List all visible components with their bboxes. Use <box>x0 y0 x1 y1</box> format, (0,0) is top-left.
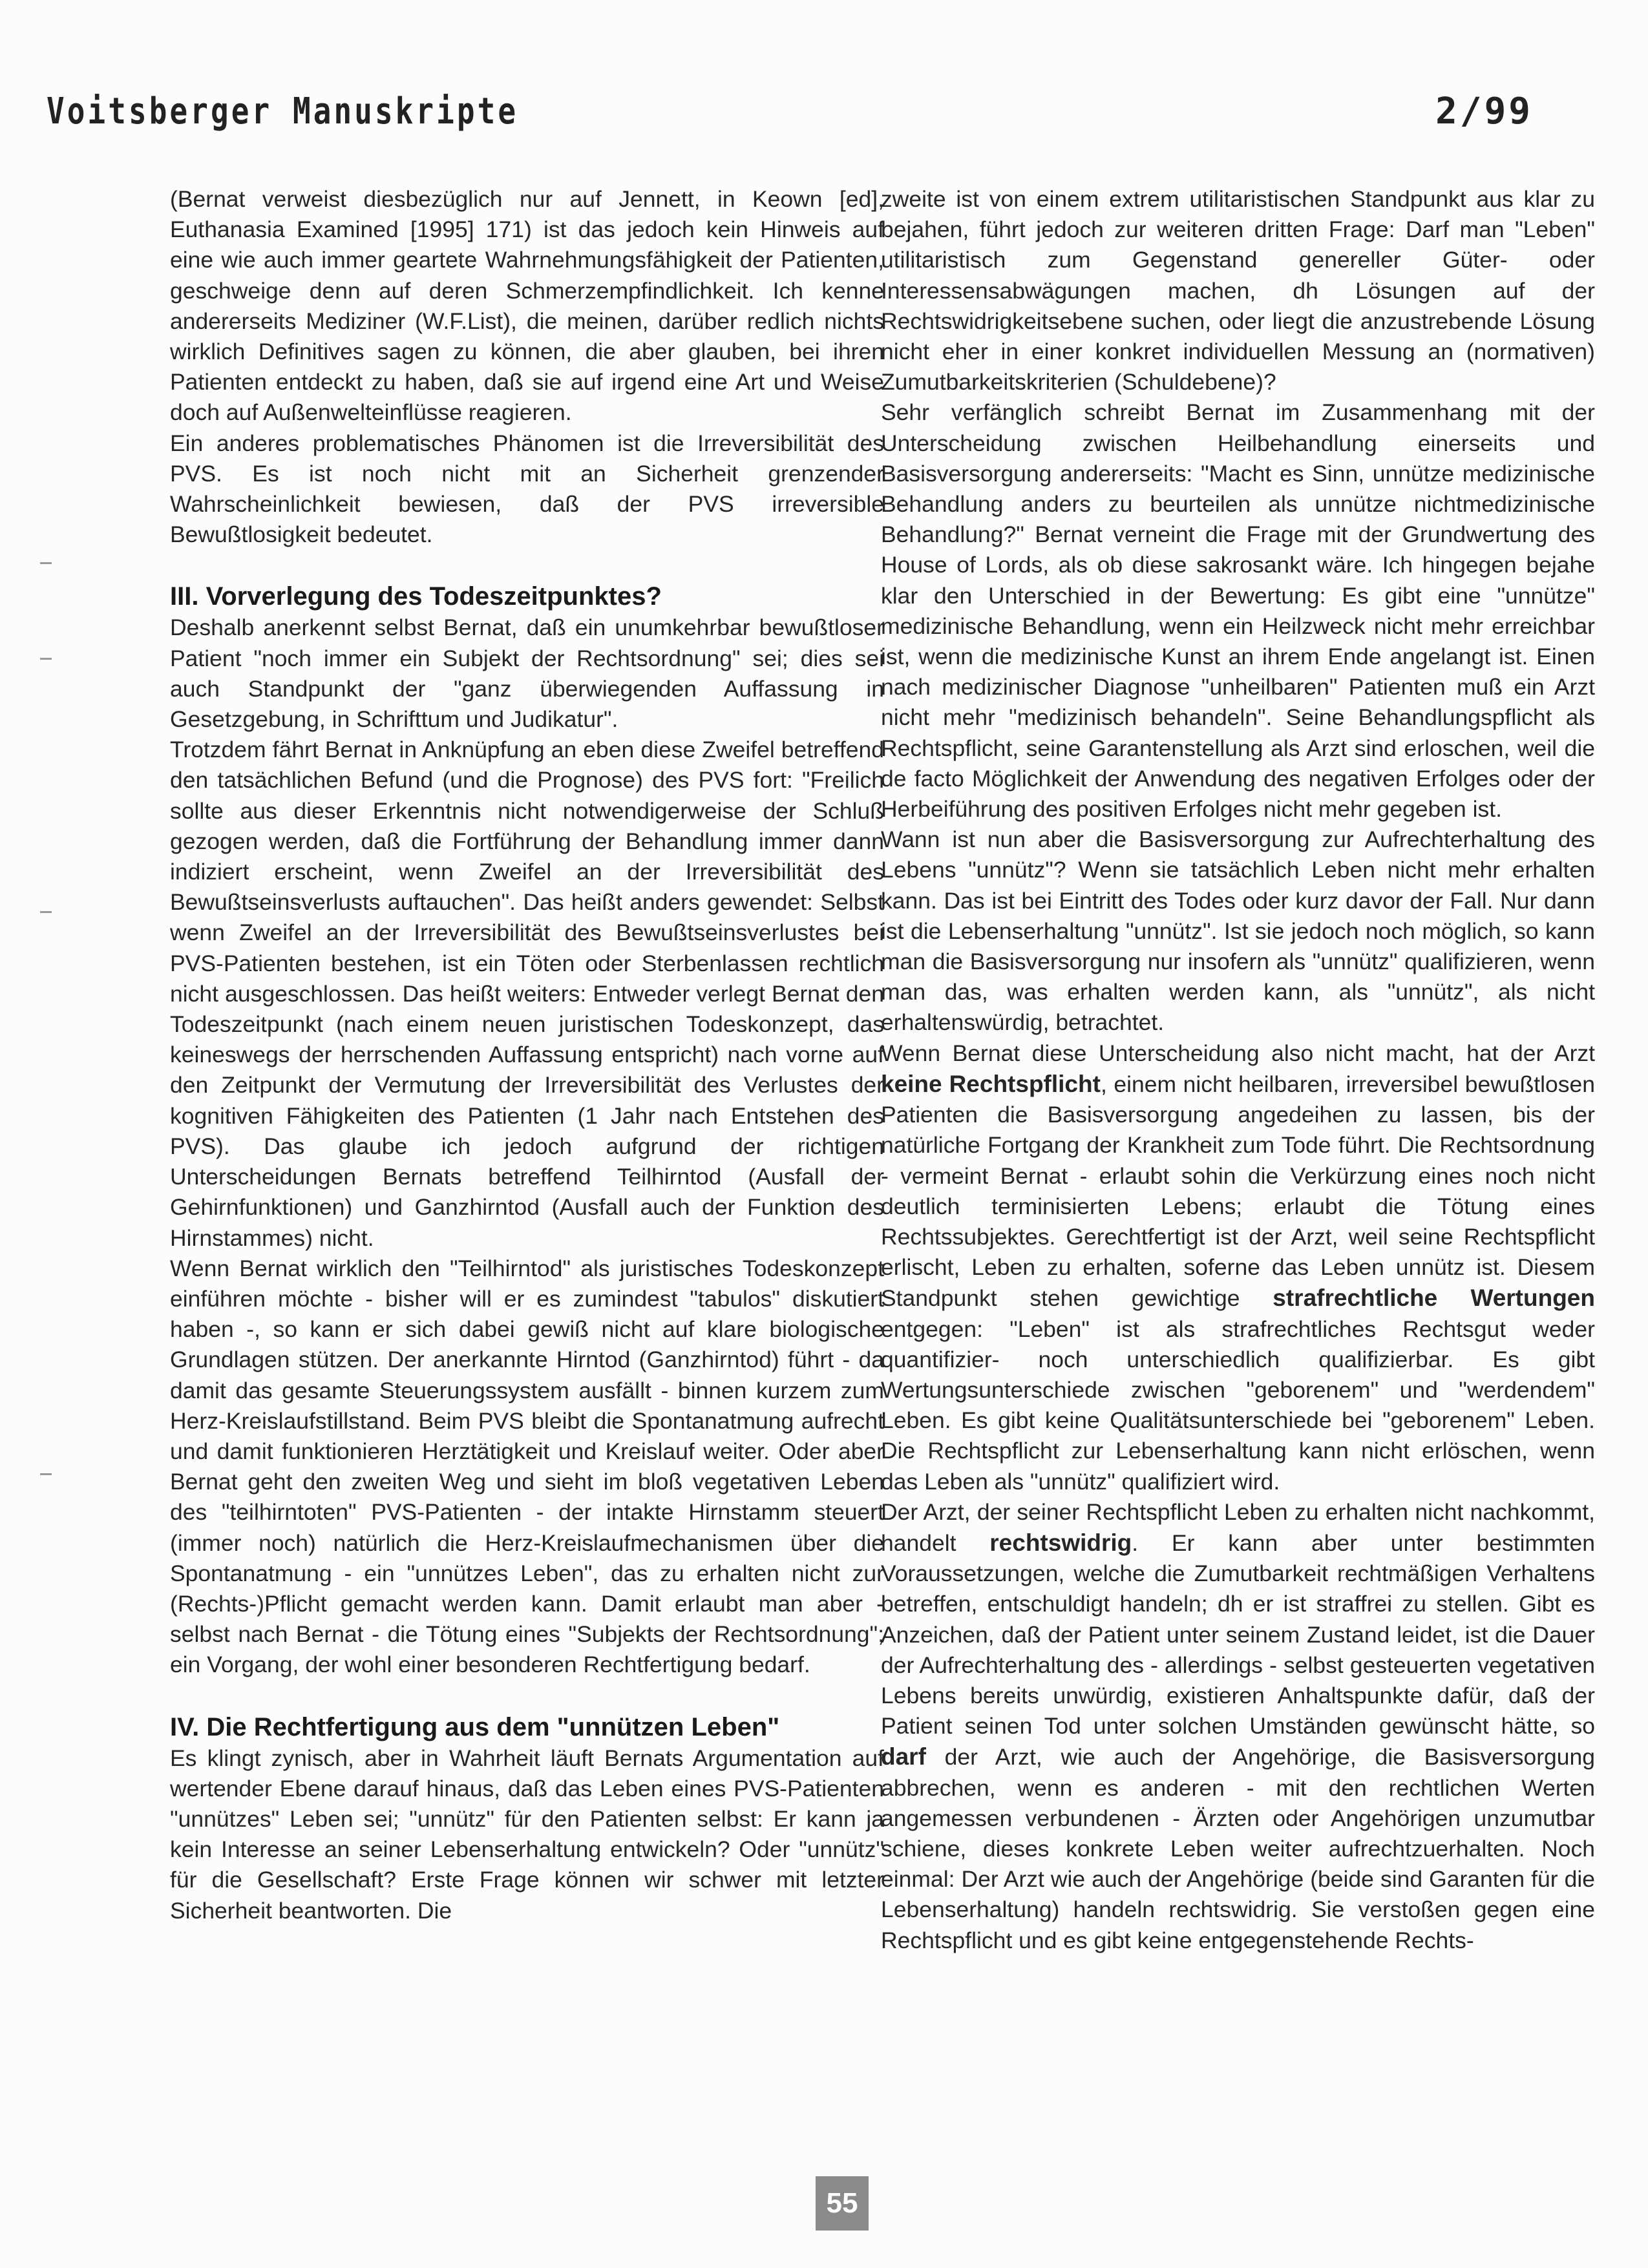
running-header <box>47 90 1533 142</box>
scan-edge-mark <box>40 562 52 564</box>
emphasis: rechtswidrig <box>989 1529 1132 1556</box>
text-run: entgegen: "Leben" ist als strafrechtliches Rechtsgut weder quantifizier- noch unterschiedlich qualifizierbar. Es gibt Wertungsunterschiede zwischen "geborenem" und "werdendem" Leben. Es gibt keine Qualitätsunterschiede bei "geborenem" Leben. Die Rechtspflicht zur Lebenserhaltung kann nicht erlöschen, wenn das Leben als "unnütz" qualifiziert wird. <box>881 1316 1595 1495</box>
section-heading: IV. Die Rechtfertigung aus dem "unnützen Leben" <box>170 1712 780 1741</box>
emphasis: darf <box>881 1743 926 1770</box>
scan-edge-mark <box>40 1473 52 1475</box>
paragraph: Ein anderes problematisches Phänomen ist die Irreversibilität des PVS. Es ist noch nicht mit an Sicherheit grenzender Wahrscheinlichkeit bewiesen, daß der PVS irreversible Bewußtlosigkeit bedeutet. <box>170 430 884 548</box>
page-number: 55 <box>816 2176 869 2231</box>
paragraph <box>881 1038 1595 1497</box>
paragraph: Es klingt zynisch, aber in Wahrheit läuft Bernats Argumentation auf wertender Ebene darauf hinaus, daß das Leben eines PVS-Patienten "unnützes" Leben sei; "unnütz" für den Patienten selbst: Er kann ja kein Interesse an seiner Lebenserhaltung entwickeln? Oder "unnütz" für die Gesellschaft? Erste Frage können wir schwer mit letzter Sicherheit beantworten. Die <box>170 1745 884 1924</box>
paragraph: zweite ist von einem extrem utilitaristischen Standpunkt aus klar zu bejahen, führt jedoch zur weiteren dritten Frage: Darf man "Leben" utilitaristisch zum Gegenstand genereller Güter- oder Interessensabwägungen machen, dh Lösungen auf der Rechtswidrigkeitsebene suchen, oder liegt die anzustrebende Lösung nicht eher in einer konkret individuellen Messung an (normativen) Zumutbarkeitskriterien (Schuldebene)? <box>881 186 1595 395</box>
paragraph: Sehr verfänglich schreibt Bernat im Zusammenhang mit der Unterscheidung zwischen Heilbehandlung einerseits und Basisversorgung andererseits: "Macht es Sinn, unnütze medizinische Behandlung anders zu beurteilen als unnütze nichtmedizinische Behandlung?" Bernat verneint die Frage mit der Grundwertung des House of Lords, als ob diese sakrosankt wäre. Ich hingegen bejahe klar den Unterschied in der Bewertung: Es gibt eine "unnütze" medizinische Behandlung, wenn ein Heilzweck nicht mehr erreichbar ist, wenn die medizinische Kunst an ihrem Ende angelangt ist. Einen nach medizinischer Diagnose "unheilbaren" Patienten muß ein Arzt nicht mehr "medizinisch behandeln". Seine Behandlungspflicht als Rechtspflicht, seine Garantenstellung als Arzt sind erloschen, weil die de facto Möglichkeit der Anwendung des negativen Erfolges oder der Herbeiführung des positiven Erfolges nicht mehr gegeben ist. <box>881 399 1595 823</box>
paragraph <box>881 1497 1595 1956</box>
right-column <box>881 184 1595 1956</box>
section-heading: III. Vorverlegung des Todeszeitpunktes? <box>170 582 662 611</box>
paragraph: Wenn Bernat wirklich den "Teilhirntod" als juristisches Todeskonzept einführen möchte - bisher will er es zumindest "tabulos" diskutiert haben -, so kann er sich dabei gewiß nicht auf klare biologische Grundlagen stützen. Der anerkannte Hirntod (Ganzhirntod) führt - da damit das gesamte Steuerungssystem ausfällt - binnen kurzem zum Herz-Kreislaufstillstand. Beim PVS bleibt die Spontanatmung aufrecht und damit funktionieren Herztätigkeit und Kreislauf weiter. Oder aber Bernat geht den zweiten Weg und sieht im bloß vegetativen Leben des "teilhirntoten" PVS-Patienten - der intakte Hirnstamm steuert (immer noch) natürlich die Herz-Kreislaufmechanismen über die Spontanatmung - ein "unnützes Leben", das zu erhalten nicht zur (Rechts-)Pflicht gemacht werden kann. Damit erlaubt man aber - selbst nach Bernat - die Tötung eines "Subjekts der Rechtsordnung"; ein Vorgang, der wohl einer besonderen Rechtfertigung bedarf. <box>170 1255 884 1678</box>
scan-edge-mark <box>40 658 52 660</box>
text-run: Wenn Bernat diese Unterscheidung also nicht macht, hat der Arzt <box>881 1040 1595 1066</box>
paragraph: (Bernat verweist diesbezüglich nur auf Jennett, in Keown [ed], Euthanasia Examined [1995] 171) ist das jedoch kein Hinweis auf eine wie auch immer geartete Wahrnehmungsfähigkeit der Patienten, geschweige denn auf deren Schmerzempfindlichkeit. Ich kenne andererseits Mediziner (W.F.List), die meinen, darüber redlich nichts wirklich Definitives sagen zu können, die aber glauben, bei ihren Patienten entdeckt zu haben, daß sie auf irgend eine Art und Weise doch auf Außenwelteinflüsse reagieren. <box>170 186 884 426</box>
text-run: der Arzt, wie auch der Angehörige, die Basisversorgung abbrechen, wenn es anderen - mit den rechtlichen Werten angemessen verbundenen - Ärzten oder Angehörigen unzumutbar schiene, dieses konkrete Leben weiter aufrechtzuerhalten. Noch einmal: Der Arzt wie auch der Angehörige (beide sind Garanten für die Lebenserhaltung) handeln rechtswidrig. Sie verstoßen gegen eine Rechtspflicht und es gibt keine entgegenstehende Rechts- <box>881 1744 1595 1953</box>
issue-number: 2/99 <box>1435 90 1533 132</box>
journal-title: Voitsberger Manuskripte <box>47 90 519 132</box>
text-run: , einem nicht heilbaren, irreversibel bewußtlosen Patienten die Basisversorgung angedeihen zu lassen, bis der natürliche Fortgang der Krankheit zum Tode führt. Die Rechtsordnung - vermeint Bernat - erlaubt sohin die Verkürzung eines noch nicht deutlich terminisierten Lebens; erlaubt die Tötung eines Rechtssubjektes. Gerechtfertigt ist der Arzt, weil seine Rechtspflicht erlischt, Leben zu erhalten, soferne das Leben unnütz ist. Diesem Standpunkt stehen gewichtige <box>881 1071 1595 1312</box>
scan-edge-mark <box>40 911 52 913</box>
emphasis: strafrechtliche Wertungen <box>1273 1285 1595 1312</box>
text-run: . Er kann aber unter bestimmten Voraussetzungen, welche die Zumutbarkeit rechtmäßigen Verhaltens betreffen, entschuldigt handeln; dh er ist straffrei zu stellen. Gibt es Anzeichen, daß der Patient unter seinem Zustand leidet, ist die Dauer der Aufrechterhaltung des - allerdings - selbst gesteuerten vegetativen Lebens bereits unwürdig, existieren Anhaltspunkte dafür, daß der Patient seinen Tod unter solchen Umständen gewünscht hätte, so <box>881 1529 1595 1739</box>
paragraph: Trotzdem fährt Bernat in Anknüpfung an eben diese Zweifel betreffend den tatsächlichen Befund (und die Prognose) des PVS fort: "Freilich sollte aus dieser Erkenntnis nicht notwendigerweise der Schluß gezogen werden, daß die Fortführung der Behandlung immer dann indiziert erscheint, wenn Zweifel an der Irreversibilität des Bewußtseinsverlusts auftauchen". Das heißt anders gewendet: Selbst wenn Zweifel an der Irreversibilität des Bewußtseinsverlustes bei PVS-Patienten bestehen, ist ein Töten oder Sterbenlassen rechtlich nicht ausgeschlossen. Das heißt weiters: Entweder verlegt Bernat den Todeszeitpunkt (nach einem neuen juristischen Todeskonzept, das keineswegs der herrschenden Auffassung entspricht) nach vorne auf den Zeitpunkt der Vermutung der Irreversibilität des Verlustes der kognitiven Fähigkeiten des Patienten (1 Jahr nach Entstehen des PVS). Das glaube ich jedoch aufgrund der richtigen Unterscheidungen Bernats betreffend Teilhirntod (Ausfall der Gehirnfunktionen) und Ganzhirntod (Ausfall auch der Funktion des Hirnstammes) nicht. <box>170 737 884 1251</box>
left-column <box>170 184 884 1926</box>
emphasis: keine Rechtspflicht <box>881 1070 1101 1097</box>
paragraph: Wann ist nun aber die Basisversorgung zur Aufrechterhaltung des Lebens "unnütz"? Wenn sie tatsächlich Leben nicht mehr erhalten kann. Das ist bei Eintritt des Todes oder kurz davor der Fall. Nur dann ist die Lebenserhaltung "unnütz". Ist sie jedoch noch möglich, so kann man die Basisversorgung nur insofern als "unnütz" qualifizieren, wenn man das, was erhalten werden kann, als "unnütz", als nicht erhaltenswürdig, betrachtet. <box>881 826 1595 1036</box>
paragraph: Deshalb anerkennt selbst Bernat, daß ein unumkehrbar bewußtloser Patient "noch immer ein Subjekt der Rechtsordnung" sei; dies sei auch Standpunkt der "ganz überwiegenden Auffassung in Gesetzgebung, in Schrifttum und Judikatur". <box>170 614 884 733</box>
text-run: Der Arzt, der seiner Rechtspflicht Leben zu erhalten nicht nachkommt, handelt <box>881 1498 1595 1556</box>
